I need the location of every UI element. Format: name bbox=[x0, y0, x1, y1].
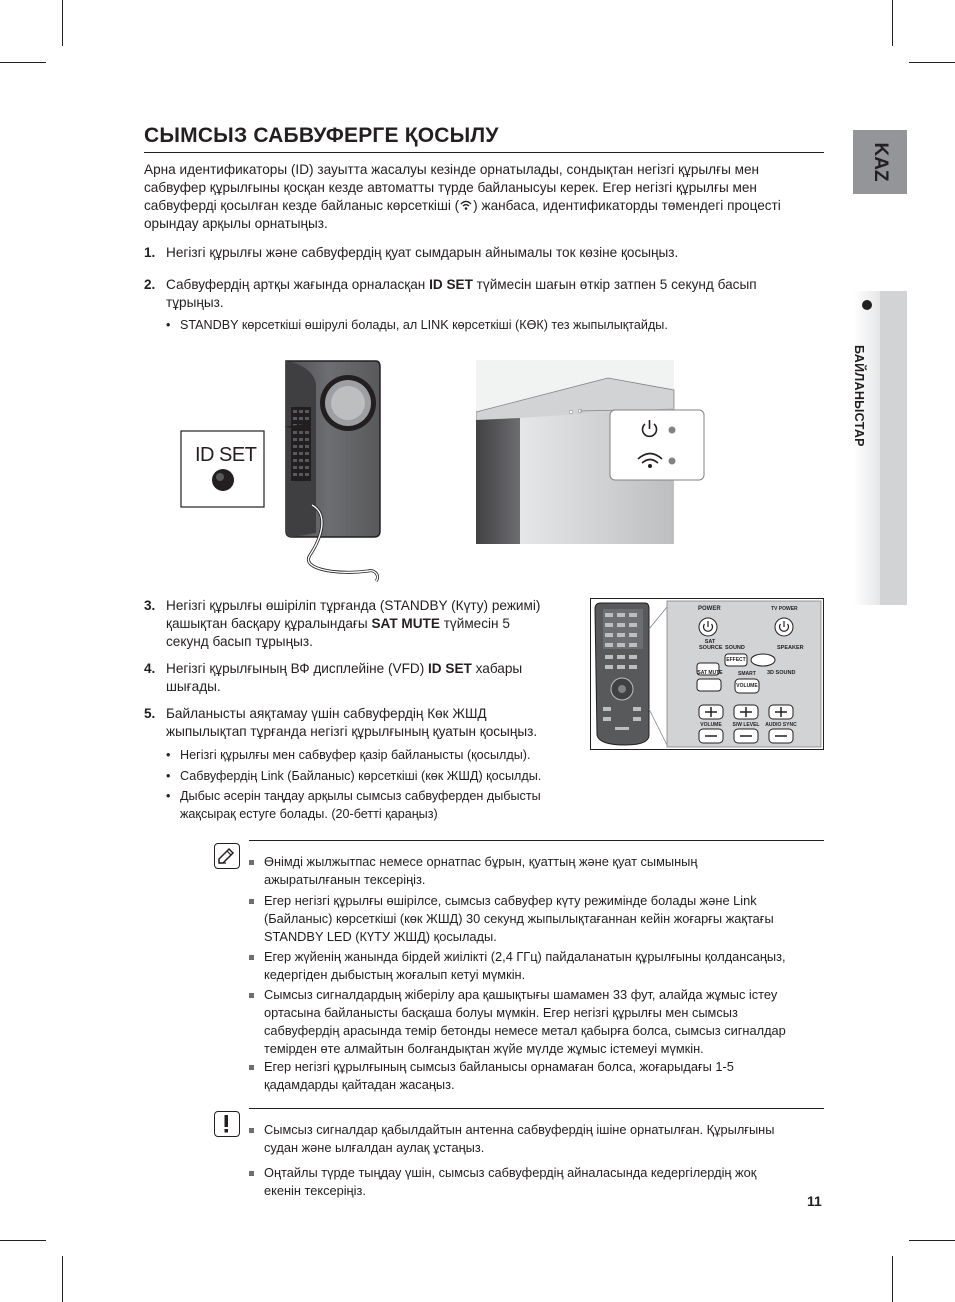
remote-figure bbox=[590, 598, 824, 750]
step-text: Байланысты аяқтамау үшін сабвуфердің Көк ЖШД bbox=[166, 706, 487, 721]
step-text: шығады. bbox=[166, 679, 221, 694]
crop-mark bbox=[62, 1256, 63, 1302]
remote-sw-level-label: S/W LEVEL bbox=[732, 722, 760, 728]
step-number: 1. bbox=[144, 245, 156, 260]
section-tab-bar bbox=[880, 291, 907, 605]
intro-paragraph bbox=[144, 161, 834, 233]
intro-line: орындау арқылы орнатыңыз. bbox=[144, 216, 328, 231]
step-text: Негізгі құрылғы және сабвуфердің қуат сымдарын айнымалы ток көзіне қосыңыз. bbox=[166, 245, 679, 260]
subwoofer-indicator-illustration bbox=[476, 360, 706, 545]
note-item bbox=[249, 853, 829, 889]
page-title: СЫМСЫЗ САБВУФЕРГЕ ҚОСЫЛУ bbox=[144, 124, 499, 147]
crop-mark bbox=[0, 1240, 46, 1241]
step-text: Негізгі құрылғының ВФ дисплейіне (VFD) bbox=[166, 661, 429, 676]
caution-rule bbox=[249, 1108, 824, 1109]
label-text: SAT bbox=[704, 639, 716, 645]
crop-mark bbox=[892, 1256, 893, 1302]
step-number: 5. bbox=[144, 706, 156, 721]
note-text: кедергіден дыбыстың жоғалып кетуі мүмкін. bbox=[264, 967, 526, 982]
id-set-bold: ID SET bbox=[429, 277, 473, 292]
note-text: Егер негізгі құрылғы өшірілсе, сымсыз сабвуфер күту режимінде болады және Link bbox=[264, 893, 757, 908]
id-set-bold: ID SET bbox=[428, 661, 472, 676]
bullet-text: жақсырақ естуге болады. (20-бетті қараңыз) bbox=[180, 807, 438, 821]
note-item bbox=[249, 892, 829, 946]
note-text: қадамдарды қайтадан жасаңыз. bbox=[264, 1077, 455, 1092]
step-3 bbox=[144, 597, 584, 651]
note-text: (Байланыс) көрсеткіші (көк ЖШД) 30 секунд жыпылықтағаннан кейін жоғарғы жақтағы bbox=[264, 911, 774, 926]
sat-mute-bold: SAT MUTE bbox=[371, 616, 440, 631]
intro-text: сабвуферді қосылған кезде байланыс көрсеткіші ( bbox=[144, 198, 460, 213]
step-5 bbox=[144, 705, 584, 741]
section-tab-gradient bbox=[853, 291, 880, 605]
step-text: түймесін шағын өткір затпен 5 секунд басып bbox=[472, 277, 757, 292]
wifi-icon bbox=[459, 199, 473, 211]
caution-item bbox=[249, 1164, 789, 1200]
crop-mark bbox=[909, 62, 955, 63]
remote-volume-button: VOLUME bbox=[736, 683, 758, 689]
caution-item bbox=[249, 1121, 829, 1157]
remote-smart-label: SMART bbox=[738, 671, 756, 677]
caution-icon bbox=[214, 1111, 240, 1137]
remote-effect-button: EFFECT bbox=[726, 657, 746, 663]
language-tab bbox=[853, 130, 907, 194]
note-text: Сымсыз сигналдардың жіберілу ара қашықтығы шамамен 33 фут, алайда жұмыс істеу bbox=[264, 987, 778, 1002]
note-text: STANDBY LED (КҮТУ ЖШД) қосылады. bbox=[264, 929, 497, 944]
title-rule bbox=[144, 152, 824, 153]
step-4 bbox=[144, 660, 584, 696]
step-text: хабары bbox=[471, 661, 523, 676]
note-text: ажыратылғанын тексеріңіз. bbox=[264, 872, 426, 887]
remote-sound-label: SOUND bbox=[725, 645, 745, 651]
step-2-bullet: • STANDBY көрсеткіші өшірулі болады, ал LINK көрсеткіші (КӨК) тез жыпылықтайды. bbox=[166, 318, 668, 332]
crop-mark bbox=[909, 1240, 955, 1241]
note-icon bbox=[214, 843, 240, 869]
remote-audio-sync-label: AUDIO SYNC bbox=[765, 722, 797, 728]
bullet-text: STANDBY көрсеткіші өшірулі болады, ал LINK көрсеткіші (КӨК) тез жыпылықтайды. bbox=[180, 318, 668, 332]
remote-power-label: POWER bbox=[698, 606, 721, 612]
crop-mark bbox=[0, 62, 46, 63]
remote-sat-source-label bbox=[699, 639, 721, 651]
language-tab-label: KAZ bbox=[870, 142, 891, 182]
caution-text: судан және ылғалдан аулақ ұстаңыз. bbox=[264, 1140, 485, 1155]
bullet-text: Сабвуфердің Link (Байланыс) көрсеткіші (көк ЖШД) қосылды. bbox=[180, 769, 542, 783]
intro-line: сабвуфер құрылғыны қосқан кезде автоматты түрде байланысуы керек. Егер негізгі құрылғы мен bbox=[144, 180, 757, 195]
step-text: қашықтан басқару құралындағы bbox=[166, 616, 372, 631]
remote-tv-power-label: TV POWER bbox=[771, 606, 798, 612]
bullet-text: Негізгі құрылғы мен сабвуфер қазір байланысты (қосылды). bbox=[180, 748, 531, 762]
step-1 bbox=[144, 244, 844, 262]
remote-speaker-label: SPEAKER bbox=[777, 645, 804, 651]
step-text: секунд басып тұрыңыз. bbox=[166, 634, 313, 649]
step-5-bullet: • Негізгі құрылғы мен сабвуфер қазір байланысты (қосылды). bbox=[166, 748, 531, 762]
bullet-text: Дыбыс әсерін таңдау арқылы сымсыз сабвуферден дыбысты bbox=[180, 789, 541, 803]
step-text: жыпылықтап тұрғанда негізгі құрылғының қуатын қосыңыз. bbox=[166, 724, 538, 739]
intro-text: ) жанбаса, идентификаторды төмендегі процесті bbox=[473, 198, 781, 213]
crop-mark bbox=[892, 0, 893, 46]
remote-volume-label: VOLUME bbox=[700, 722, 722, 728]
remote-3d-sound-label: 3D SOUND bbox=[767, 670, 796, 676]
step-text: Сабвуфердің артқы жағында орналасқан bbox=[166, 277, 430, 292]
step-2 bbox=[144, 276, 844, 316]
step-5-bullet: • Сабвуфердің Link (Байланыс) көрсеткіші (көк ЖШД) қосылды. bbox=[166, 769, 542, 783]
notes-rule bbox=[249, 840, 824, 841]
intro-line bbox=[144, 197, 834, 215]
crop-mark bbox=[62, 0, 63, 46]
remote-sat-mute-button: SAT MUTE bbox=[697, 670, 723, 676]
label-text: SOURCE bbox=[699, 645, 723, 651]
step-number: 4. bbox=[144, 661, 156, 676]
note-text: ортасына байланысты басқаша болуы мүмкін. Егер негізгі құрылғы мен сымсыз bbox=[264, 1005, 738, 1020]
section-tab-label: БАЙЛАНЫСТАР bbox=[852, 345, 866, 447]
caution-text: Сымсыз сигналдар қабылдайтын антенна сабвуфердің ішіне орнатылған. Құрылғыны bbox=[264, 1122, 775, 1137]
id-set-label: ID SET bbox=[195, 444, 257, 466]
note-text: Егер негізгі құрылғының сымсыз байланысы орнамаған болса, жоғарыдағы 1-5 bbox=[264, 1059, 734, 1074]
note-item bbox=[249, 1058, 829, 1094]
step-number: 3. bbox=[144, 598, 156, 613]
caution-text: Оңтайлы түрде тыңдау үшін, сымсыз сабвуфердің айналасында кедергілердің жоқ bbox=[264, 1165, 757, 1180]
intro-line: Арна идентификаторы (ID) зауытта жасалуы кезінде орнатылады, сондықтан негізгі құрылғы мен bbox=[144, 162, 760, 177]
subwoofer-rear-illustration bbox=[180, 355, 410, 585]
step-5-bullet: • Дыбыс әсерін таңдау арқылы сымсыз сабвуферден дыбысты жақсырақ естуге болады. (20-бетті қараңыз) bbox=[166, 789, 541, 821]
note-text: сабвуфердің арасында темір бетонды немесе метал қабырға болса, сымсыз сигналдар bbox=[264, 1023, 786, 1038]
section-bullet-icon bbox=[862, 300, 872, 310]
step-number: 2. bbox=[144, 277, 156, 292]
note-item bbox=[249, 986, 829, 1058]
note-text: Егер жүйенің жанында бірдей жиілікті (2,4 ГГц) пайдаланатын құрылғыны қолдансаңыз, bbox=[264, 949, 786, 964]
step-text: Негізгі құрылғы өшіріліп тұрғанда (STANDBY (Күту) режимі) bbox=[166, 598, 541, 613]
note-item bbox=[249, 948, 829, 984]
step-text: тұрыңыз. bbox=[166, 295, 224, 310]
step-text: түймесін 5 bbox=[439, 616, 510, 631]
note-text: Өнімді жылжытпас немесе орнатпас бұрын, қуаттың және қуат сымының bbox=[264, 854, 698, 869]
page-number: 11 bbox=[807, 1193, 822, 1209]
caution-text: екенін тексеріңіз. bbox=[264, 1183, 366, 1198]
note-text: темірден өте алмайтын болғандықтан жүйе мүлде жұмыс істемеуі мүмкін. bbox=[264, 1041, 704, 1056]
